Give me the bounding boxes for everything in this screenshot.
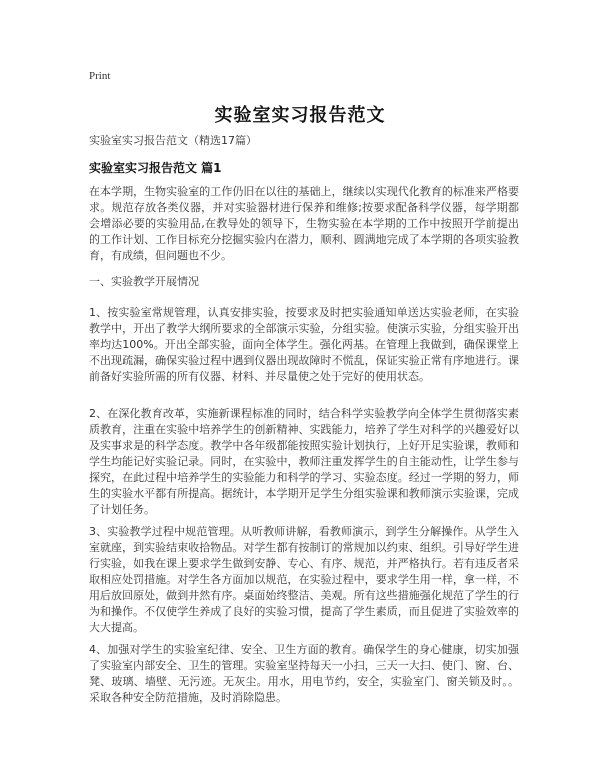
paragraph-item-4: 4、加强对学生的实验室纪律、安全、卫生方面的教育。确保学生的身心健康，切实加强了实验室内部安全、卫生的管理。实验室坚持每天一小扫，三天一大扫、使门、窗、台、凳、玻璃、墙壁、无污迹。无灰尘。用水，用电节约，安全，实验室门、窗关锁及时。。采取各种安全防范措施，及时消除隐患。 [89, 643, 519, 704]
section-heading: 实验室实习报告范文 篇1 [89, 161, 222, 175]
paragraph-item-2: 2、在深化教育改革，实施新课程标准的同时，结合科学实验教学向全体学生贯彻落实素质教育，注重在实验中培养学生的创新精神、实践能力，培养了学生对科学的兴趣爱好以及实事求是的科学态度。教学中各年级都能按照实验计划执行，上好开足实验课，教师和学生均能记好实验记录。同时，在实验中，教师注重发挥学生的自主能动性，让学生参与探究，在此过程中培养学生的实验能力和科学的学习、实验态度。经过一学期的努力，师生的实验水平都有所提高。据统计，本学期开足学生分组实验课和教师演示实验课，完成了计划任务。 [89, 407, 519, 516]
paragraph-item-3: 3、实验教学过程中规范管理。从听教师讲解，看教师演示，到学生分解操作。从学生入室就座，到实验结束收拾物品。对学生都有按制订的常规加以约束、组织。引导好学生进行实验，如我在课上要求学生做到安静、专心、有序、规范，并严格执行。若有违反者采取相应处罚措施。对学生各方面加以规范，在实验过程中，要求学生用一样，拿一样，不用后放回原处，做到井然有序。桌面始终整洁、美观。所有这些措施强化规范了学生的行为和操作。不仅使学生养成了良好的实验习惯，提高了学生素质，而且促进了实验效率的大大提高。 [89, 525, 519, 634]
document-subtitle: 实验室实习报告范文（精选17篇） [89, 134, 257, 147]
page-title: 实验室实习报告范文 [214, 105, 386, 126]
print-link[interactable]: Print [89, 70, 111, 82]
paragraph-item-1: 1、按实验室常规管理，认真安排实验，按要求及时把实验通知单送达实验老师，在实验教学中，开出了教学大纲所要求的全部演示实验，分组实验。使演示实验，分组实验开出率均达100%。开出全部实验，面向全体学生。强化两基。在管理上我做到，确保课堂上不出现疏漏，确保实验过程中遇到仪器出现故障时不慌乱，保证实验正常有序地进行。课前备好实验所需的所有仪器、材料、并尽量使之处于完好的使用状态。 [89, 306, 519, 383]
subsection-heading: 一、实验教学开展情况 [89, 275, 199, 288]
paragraph-intro: 在本学期，生物实验室的工作仍旧在以往的基础上，继续以实现代化教育的标准来严格要求。规范存放各类仪器，并对实验器材进行保养和维修;按要求配备科学仪器，每学期都会增添必要的实验用品,在教导处的领导下，生物实验在本学期的工作中按照开学前提出的工作计划、工作目标充分挖掘实验内在潜力，顺利、圆满地完成了本学期的各项实验教育，有成绩，但问题也不少。 [89, 185, 519, 262]
